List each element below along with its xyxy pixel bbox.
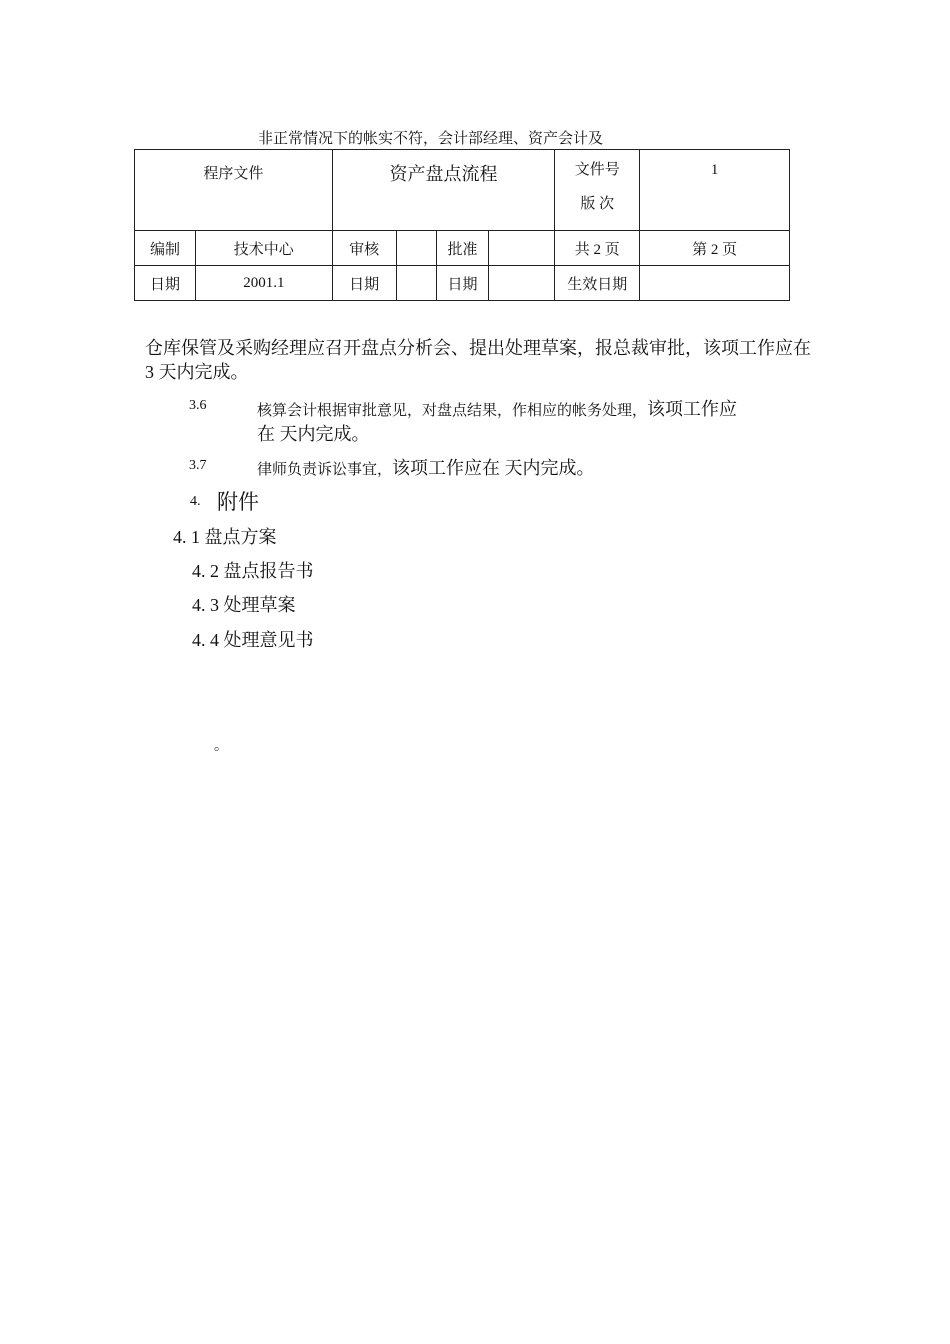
item-3-6-tail: 该项工作应	[647, 399, 738, 419]
compiled-label: 编制	[135, 231, 196, 266]
page-no: 第 2 页	[640, 231, 790, 266]
doc-title-cell: 资产盘点流程	[332, 150, 555, 231]
total-pages: 共 2 页	[555, 231, 640, 266]
item-3-7-number: 3.7	[189, 458, 207, 473]
document-header-table	[134, 149, 790, 301]
body-paragraph: 仓库保管及采购经理应召开盘点分析会、提出处理草案，报总裁审批，该项工作应在 3 天内完成。	[145, 338, 811, 382]
date-value-3	[489, 266, 555, 301]
trailing-mark: 。	[214, 739, 228, 754]
item-3-6-text: 核算会计根据审批意见，对盘点结果，作相应的帐务处理，	[257, 403, 648, 419]
date-label-2: 日期	[332, 266, 396, 301]
program-file-cell: 程序文件	[135, 150, 333, 231]
item-3-7-text: 律师负责诉讼事宜，	[257, 462, 393, 478]
section-4-number: 4.	[190, 494, 201, 509]
date-label-1: 日期	[135, 266, 196, 301]
review-label: 审核	[332, 231, 396, 266]
file-no-value: 1	[640, 150, 790, 231]
item-3-6-line2: 在 天内完成。	[257, 424, 370, 444]
item-3-7-line	[257, 454, 595, 480]
header-line: 非正常情况下的帐实不符，会计部经理、资产会计及	[258, 131, 604, 147]
approve-value	[489, 231, 555, 266]
version-label: 版 次	[580, 196, 615, 212]
attachment-item: 4. 4 处理意见书	[192, 630, 314, 650]
item-3-7-tail: 该项工作应在 天内完成。	[392, 458, 595, 478]
attachment-item: 4. 2 盘点报告书	[192, 561, 314, 581]
date-value-1: 2001.1	[195, 266, 332, 301]
file-no-label: 文件号	[574, 162, 620, 178]
attachment-item: 4. 1 盘点方案	[173, 527, 277, 547]
file-no-version-cell	[555, 150, 640, 231]
compiled-value: 技术中心	[195, 231, 332, 266]
item-3-6-number: 3.6	[189, 398, 207, 413]
effective-date-value	[640, 266, 790, 301]
date-value-2	[396, 266, 436, 301]
attachment-item: 4. 3 处理草案	[192, 595, 296, 615]
effective-date-label: 生效日期	[555, 266, 640, 301]
section-4-title: 附件	[217, 490, 259, 514]
approve-label: 批准	[436, 231, 489, 266]
date-label-3: 日期	[436, 266, 489, 301]
item-3-6-line1	[257, 395, 737, 421]
review-value	[396, 231, 436, 266]
